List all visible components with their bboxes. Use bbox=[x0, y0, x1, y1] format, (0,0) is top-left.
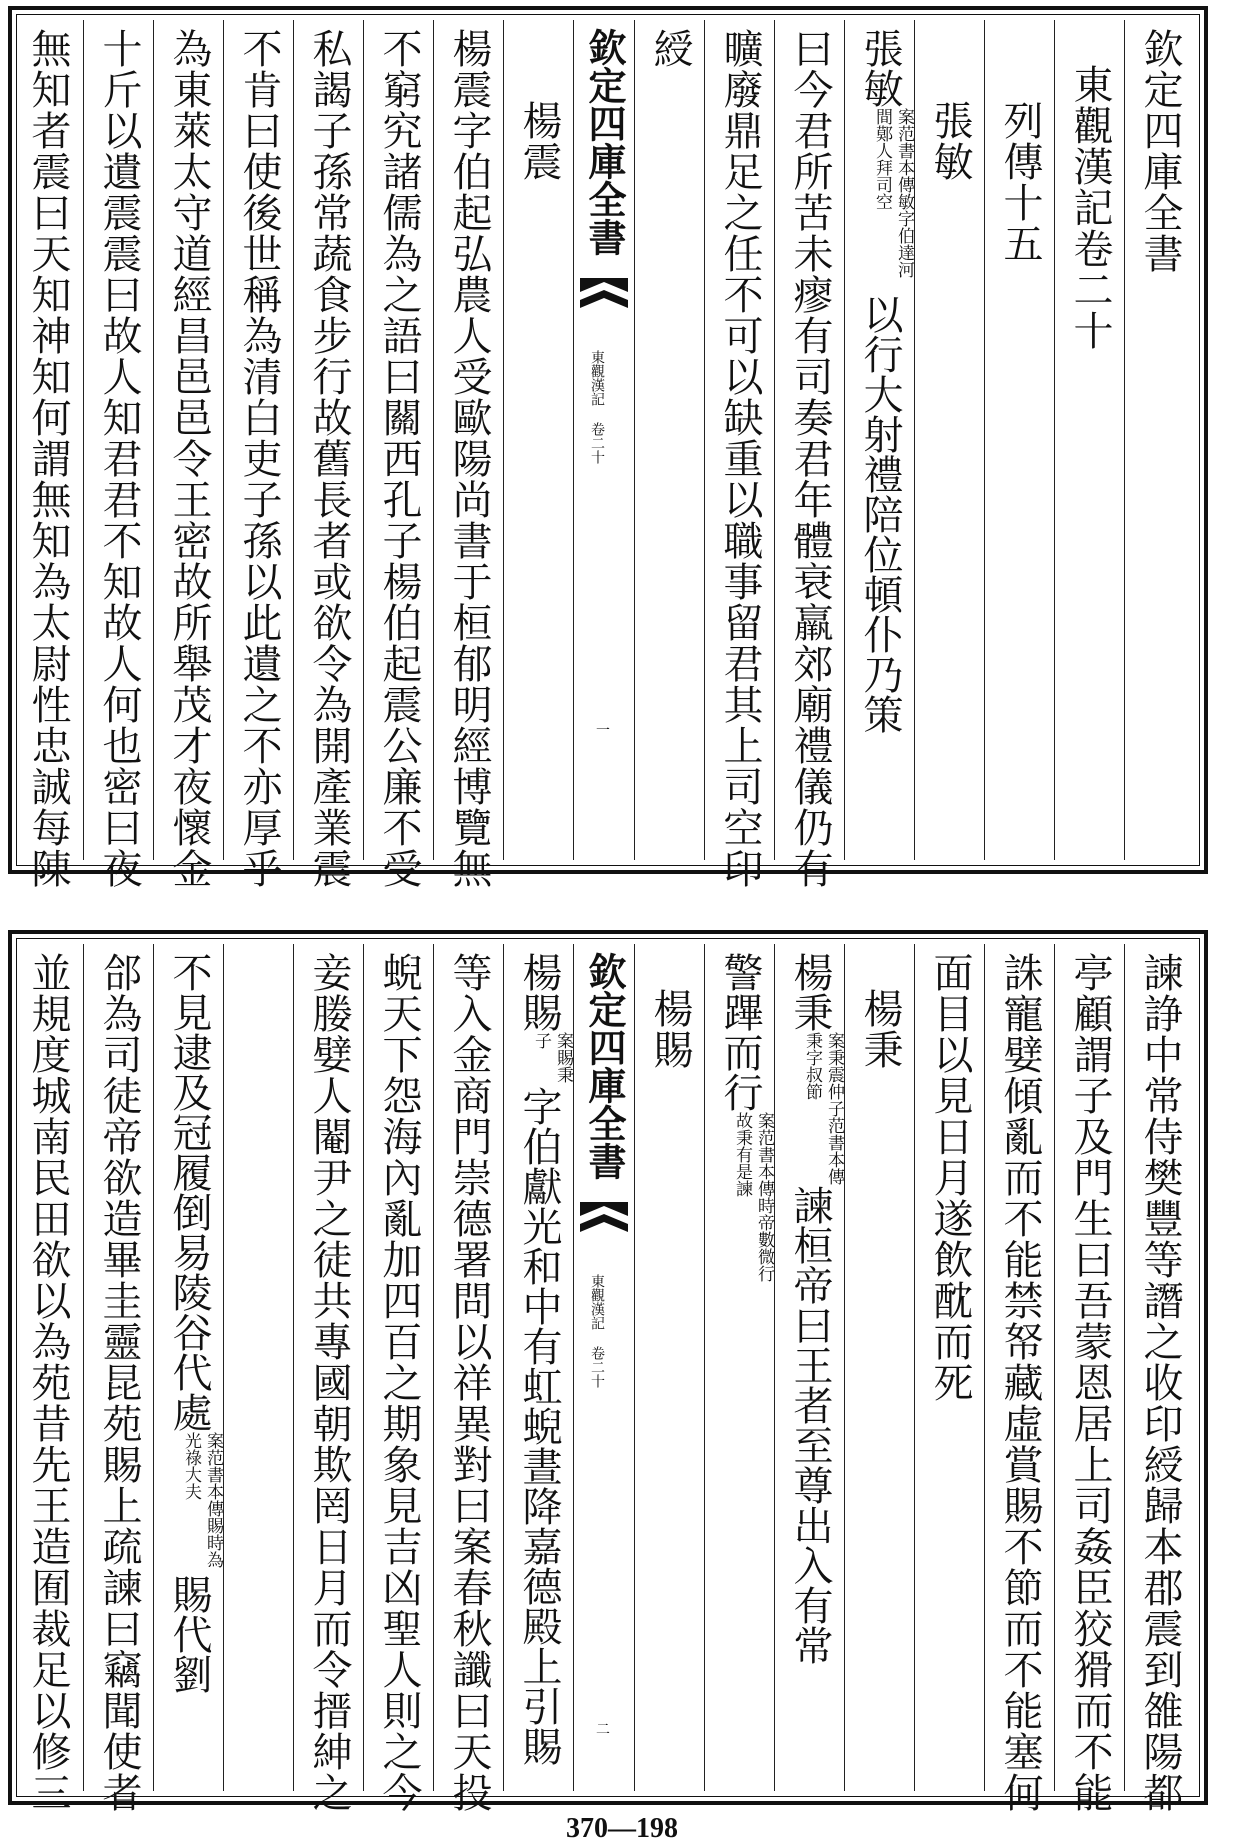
column-text: 郃為司徒帝欲造畢圭靈昆苑賜上疏諫曰竊聞使者 bbox=[96, 952, 142, 1813]
fold-title: 欽定四庫全書 bbox=[582, 952, 627, 1180]
text-column bbox=[293, 20, 363, 889]
text-column bbox=[223, 20, 293, 889]
lower-text-frame bbox=[22, 944, 1194, 1813]
text-column bbox=[914, 944, 984, 1791]
fold-page-number: 一 bbox=[596, 723, 610, 739]
center-fold-margin bbox=[573, 944, 634, 1791]
column-text: 不肯曰使後世稱為清白吏子孫以此遺之不亦厚乎 bbox=[236, 28, 282, 889]
text-column bbox=[844, 944, 914, 1791]
column-text: 楊秉 bbox=[787, 952, 833, 1032]
text-column bbox=[984, 20, 1054, 860]
column-text: 東觀漢記卷二十 bbox=[1067, 64, 1113, 351]
upper-text-frame bbox=[22, 20, 1194, 889]
column-text: 楊震 bbox=[516, 100, 562, 182]
column-text: 為東萊太守道經昌邑邑令王密故所舉茂才夜懷金 bbox=[166, 28, 212, 889]
text-column bbox=[363, 20, 433, 889]
text-column bbox=[774, 944, 844, 1791]
lower-page bbox=[8, 930, 1208, 1813]
text-column bbox=[13, 944, 83, 1813]
column-text: 諫諍中常侍樊豐等譖之收印綬歸本郡震到雒陽都 bbox=[1137, 952, 1183, 1813]
column-text: 字伯獻光和中有虹蜺晝降嘉德殿上引賜 bbox=[516, 1086, 562, 1766]
commentary-note: 案范書本傳賜時為光祿大夫 bbox=[181, 1432, 223, 1568]
column-text: 等入金商門崇德署問以祥異對曰案春秋讖曰天投 bbox=[446, 952, 492, 1813]
text-column bbox=[1124, 20, 1194, 860]
text-column bbox=[503, 944, 573, 1791]
column-text: 並規度城南民田欲以為苑昔先王造囿裁足以修三 bbox=[25, 952, 71, 1813]
column-text: 張敏 bbox=[927, 100, 973, 182]
text-column bbox=[293, 944, 363, 1813]
column-text: 以行大射禮陪位頓仆乃策 bbox=[857, 294, 903, 734]
text-column bbox=[1054, 944, 1124, 1813]
text-column bbox=[83, 944, 153, 1813]
column-text: 欽定四庫全書 bbox=[1137, 28, 1183, 274]
column-text: 無知者震曰天知神知何謂無知為太尉性忠誠每陳 bbox=[25, 28, 71, 889]
column-text: 賜代劉 bbox=[166, 1574, 212, 1694]
text-column bbox=[1124, 944, 1194, 1813]
text-column bbox=[984, 944, 1054, 1813]
text-column bbox=[914, 20, 984, 860]
page-number-footer: 370—198 bbox=[566, 1813, 678, 1844]
text-column bbox=[433, 20, 503, 889]
commentary-note: 案范書本傳時帝數微行故秉有是諫 bbox=[732, 1112, 774, 1282]
center-fold-margin bbox=[573, 20, 634, 860]
fold-volume-label: 東觀漢記 卷二十 bbox=[589, 350, 605, 464]
text-column bbox=[83, 20, 153, 889]
text-column bbox=[1054, 20, 1124, 860]
column-text: 不見逮及冠履倒易陵谷代處 bbox=[166, 952, 212, 1432]
text-column bbox=[433, 944, 503, 1813]
text-column bbox=[634, 20, 704, 860]
column-text: 妾媵嬖人閹尹之徒共專國朝欺罔日月而令搢紳之 bbox=[306, 952, 352, 1813]
fishtail-mark-icon bbox=[580, 278, 628, 318]
fold-volume-label: 東觀漢記 卷二十 bbox=[589, 1274, 605, 1388]
text-column bbox=[223, 944, 293, 1791]
column-text: 列傳十五 bbox=[997, 100, 1043, 264]
column-text: 面目以見日月遂飲酖而死 bbox=[927, 952, 973, 1403]
text-column bbox=[503, 20, 573, 860]
fold-title: 欽定四庫全書 bbox=[582, 28, 627, 256]
column-text: 私謁子孫常蔬食步行故舊長者或欲令為開產業震 bbox=[306, 28, 352, 889]
text-column bbox=[363, 944, 433, 1813]
column-text: 蜺天下怨海內亂加四百之期象見吉凶聖人則之今 bbox=[376, 952, 422, 1813]
text-column bbox=[704, 944, 774, 1791]
text-column bbox=[13, 20, 83, 889]
text-column bbox=[634, 944, 704, 1791]
commentary-note: 案賜秉子 bbox=[531, 1032, 573, 1083]
commentary-note: 案秉震仲子范書本傳秉字叔節 bbox=[802, 1032, 844, 1185]
text-column bbox=[153, 20, 223, 889]
column-text: 綬 bbox=[647, 28, 693, 69]
text-column bbox=[153, 944, 223, 1791]
text-column bbox=[774, 20, 844, 889]
column-text: 張敏 bbox=[857, 28, 903, 108]
upper-page bbox=[8, 6, 1208, 889]
column-text: 不窮究諸儒為之語曰關西孔子楊伯起震公廉不受 bbox=[376, 28, 422, 889]
column-text: 十斤以遺震震曰故人知君君不知故人何也密曰夜 bbox=[96, 28, 142, 889]
column-text: 曠廢鼎足之任不可以缺重以職事留君其上司空印 bbox=[717, 28, 763, 889]
column-text: 誅寵嬖傾亂而不能禁帑藏虛賞賜不節而不能塞何 bbox=[997, 952, 1043, 1813]
fishtail-mark-icon bbox=[580, 1202, 628, 1242]
text-column bbox=[844, 20, 914, 860]
column-text: 楊賜 bbox=[516, 952, 562, 1032]
column-text: 楊秉 bbox=[857, 988, 903, 1070]
commentary-note: 案范書本傳敏字伯達河間鄚人拜司空 bbox=[872, 108, 914, 278]
fold-page-number: 二 bbox=[596, 1722, 610, 1738]
column-text: 諫桓帝曰王者至尊出入有常 bbox=[787, 1185, 833, 1665]
column-text: 警蹕而行 bbox=[717, 952, 763, 1112]
column-text: 曰今君所苦未瘳有司奏君年體衰羸郊廟禮儀仍有 bbox=[787, 28, 833, 889]
text-column bbox=[704, 20, 774, 889]
column-text: 亭顧謂子及門生曰吾蒙恩居上司姦臣狡猾而不能 bbox=[1067, 952, 1113, 1813]
column-text: 楊震字伯起弘農人受歐陽尚書于桓郁明經博覽無 bbox=[446, 28, 492, 889]
column-text: 楊賜 bbox=[647, 988, 693, 1070]
